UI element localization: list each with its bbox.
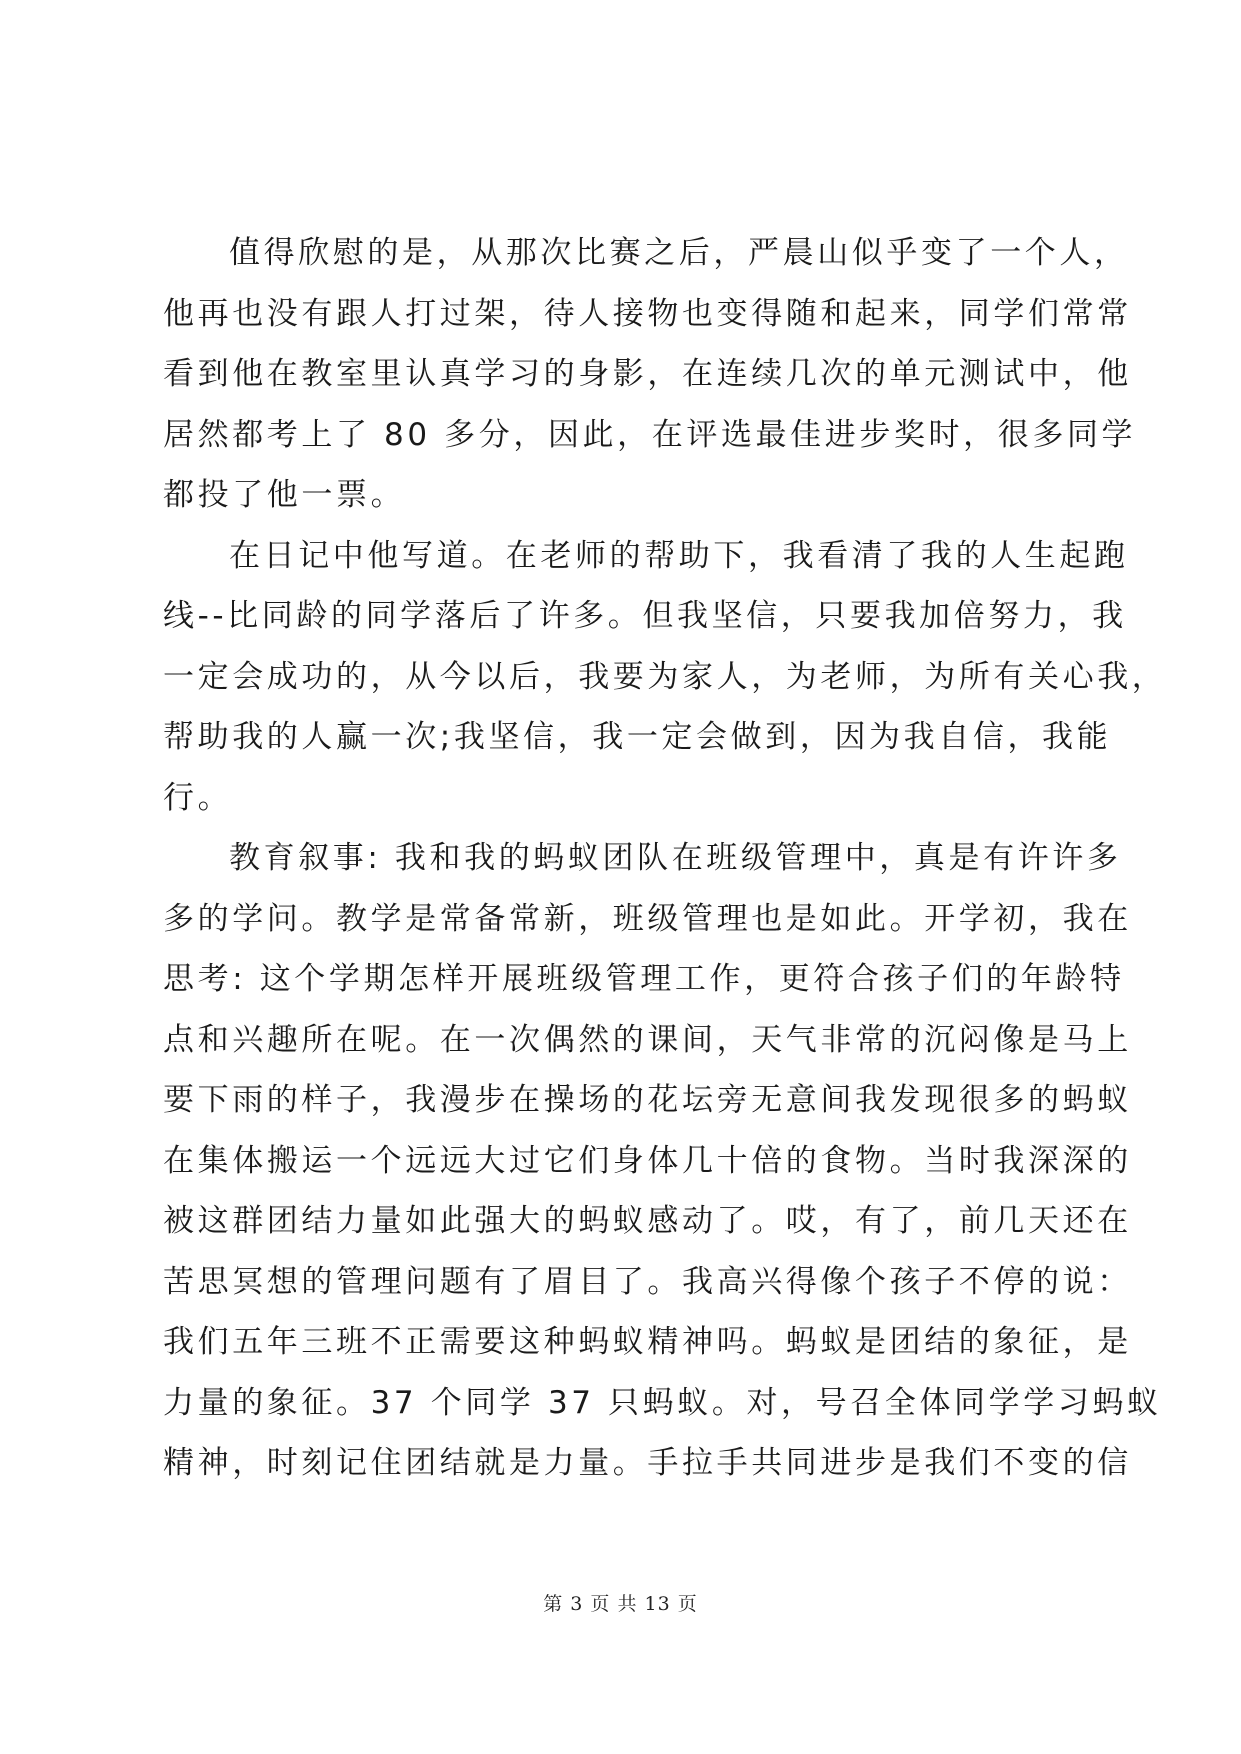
paragraph bbox=[163, 223, 1137, 526]
text-line: 我们五年三班不正需要这种蚂蚁精神吗。蚂蚁是团结的象征，是 bbox=[163, 1324, 1132, 1360]
text-line: 值得欣慰的是，从那次比赛之后，严晨山似乎变了一个人， bbox=[229, 235, 1129, 271]
text-line: 线--比同龄的同学落后了许多。但我坚信，只要我加倍努力，我 bbox=[163, 598, 1127, 634]
text-line: 居然都考上了 80 多分，因此，在评选最佳进步奖时，很多同学 bbox=[163, 416, 1137, 453]
text-line: 都投了他一票。 bbox=[163, 477, 406, 513]
text-line: 帮助我的人赢一次;我坚信，我一定会做到，因为我自信，我能 bbox=[163, 719, 1112, 755]
text-line: 在日记中他写道。在老师的帮助下，我看清了我的人生起跑 bbox=[229, 537, 1129, 574]
text-line: 被这群团结力量如此强大的蚂蚁感动了。哎，有了，前几天还在 bbox=[163, 1203, 1132, 1239]
text-line: 一定会成功的，从今以后，我要为家人，为老师，为所有关心我， bbox=[163, 658, 1167, 695]
text-line: 精神，时刻记住团结就是力量。手拉手共同进步是我们不变的信 bbox=[163, 1445, 1132, 1481]
text-line: 苦思冥想的管理问题有了眉目了。我高兴得像个孩子不停的说： bbox=[163, 1263, 1132, 1300]
text-line: 在集体搬运一个远远大过它们身体几十倍的食物。当时我深深的 bbox=[163, 1142, 1132, 1179]
text-line: 力量的象征。37 个同学 37 只蚂蚁。对，号召全体同学学习蚂蚁 bbox=[163, 1384, 1162, 1421]
text-line: 教育叙事: 我和我的蚂蚁团队在班级管理中，真是有许许多 bbox=[229, 840, 1122, 876]
text-line: 行。 bbox=[163, 779, 233, 816]
document-body bbox=[163, 223, 1167, 1494]
page-footer bbox=[0, 1589, 1241, 1616]
text-line: 要下雨的样子，我漫步在操场的花坛旁无意间我发现很多的蚂蚁 bbox=[163, 1082, 1132, 1118]
text-line: 点和兴趣所在呢。在一次偶然的课间，天气非常的沉闷像是马上 bbox=[163, 1021, 1132, 1058]
paragraph bbox=[163, 526, 1167, 829]
text-line: 多的学问。教学是常备常新，班级管理也是如此。开学初，我在 bbox=[163, 900, 1132, 937]
text-line: 他再也没有跟人打过架，待人接物也变得随和起来，同学们常常 bbox=[163, 295, 1132, 332]
paragraph bbox=[163, 828, 1162, 1494]
text-line: 思考: 这个学期怎样开展班级管理工作，更符合孩子们的年龄特 bbox=[163, 961, 1125, 997]
page-number: 第 3 页 共 13 页 bbox=[543, 1593, 698, 1615]
text-line: 看到他在教室里认真学习的身影，在连续几次的单元测试中，他 bbox=[163, 356, 1132, 392]
